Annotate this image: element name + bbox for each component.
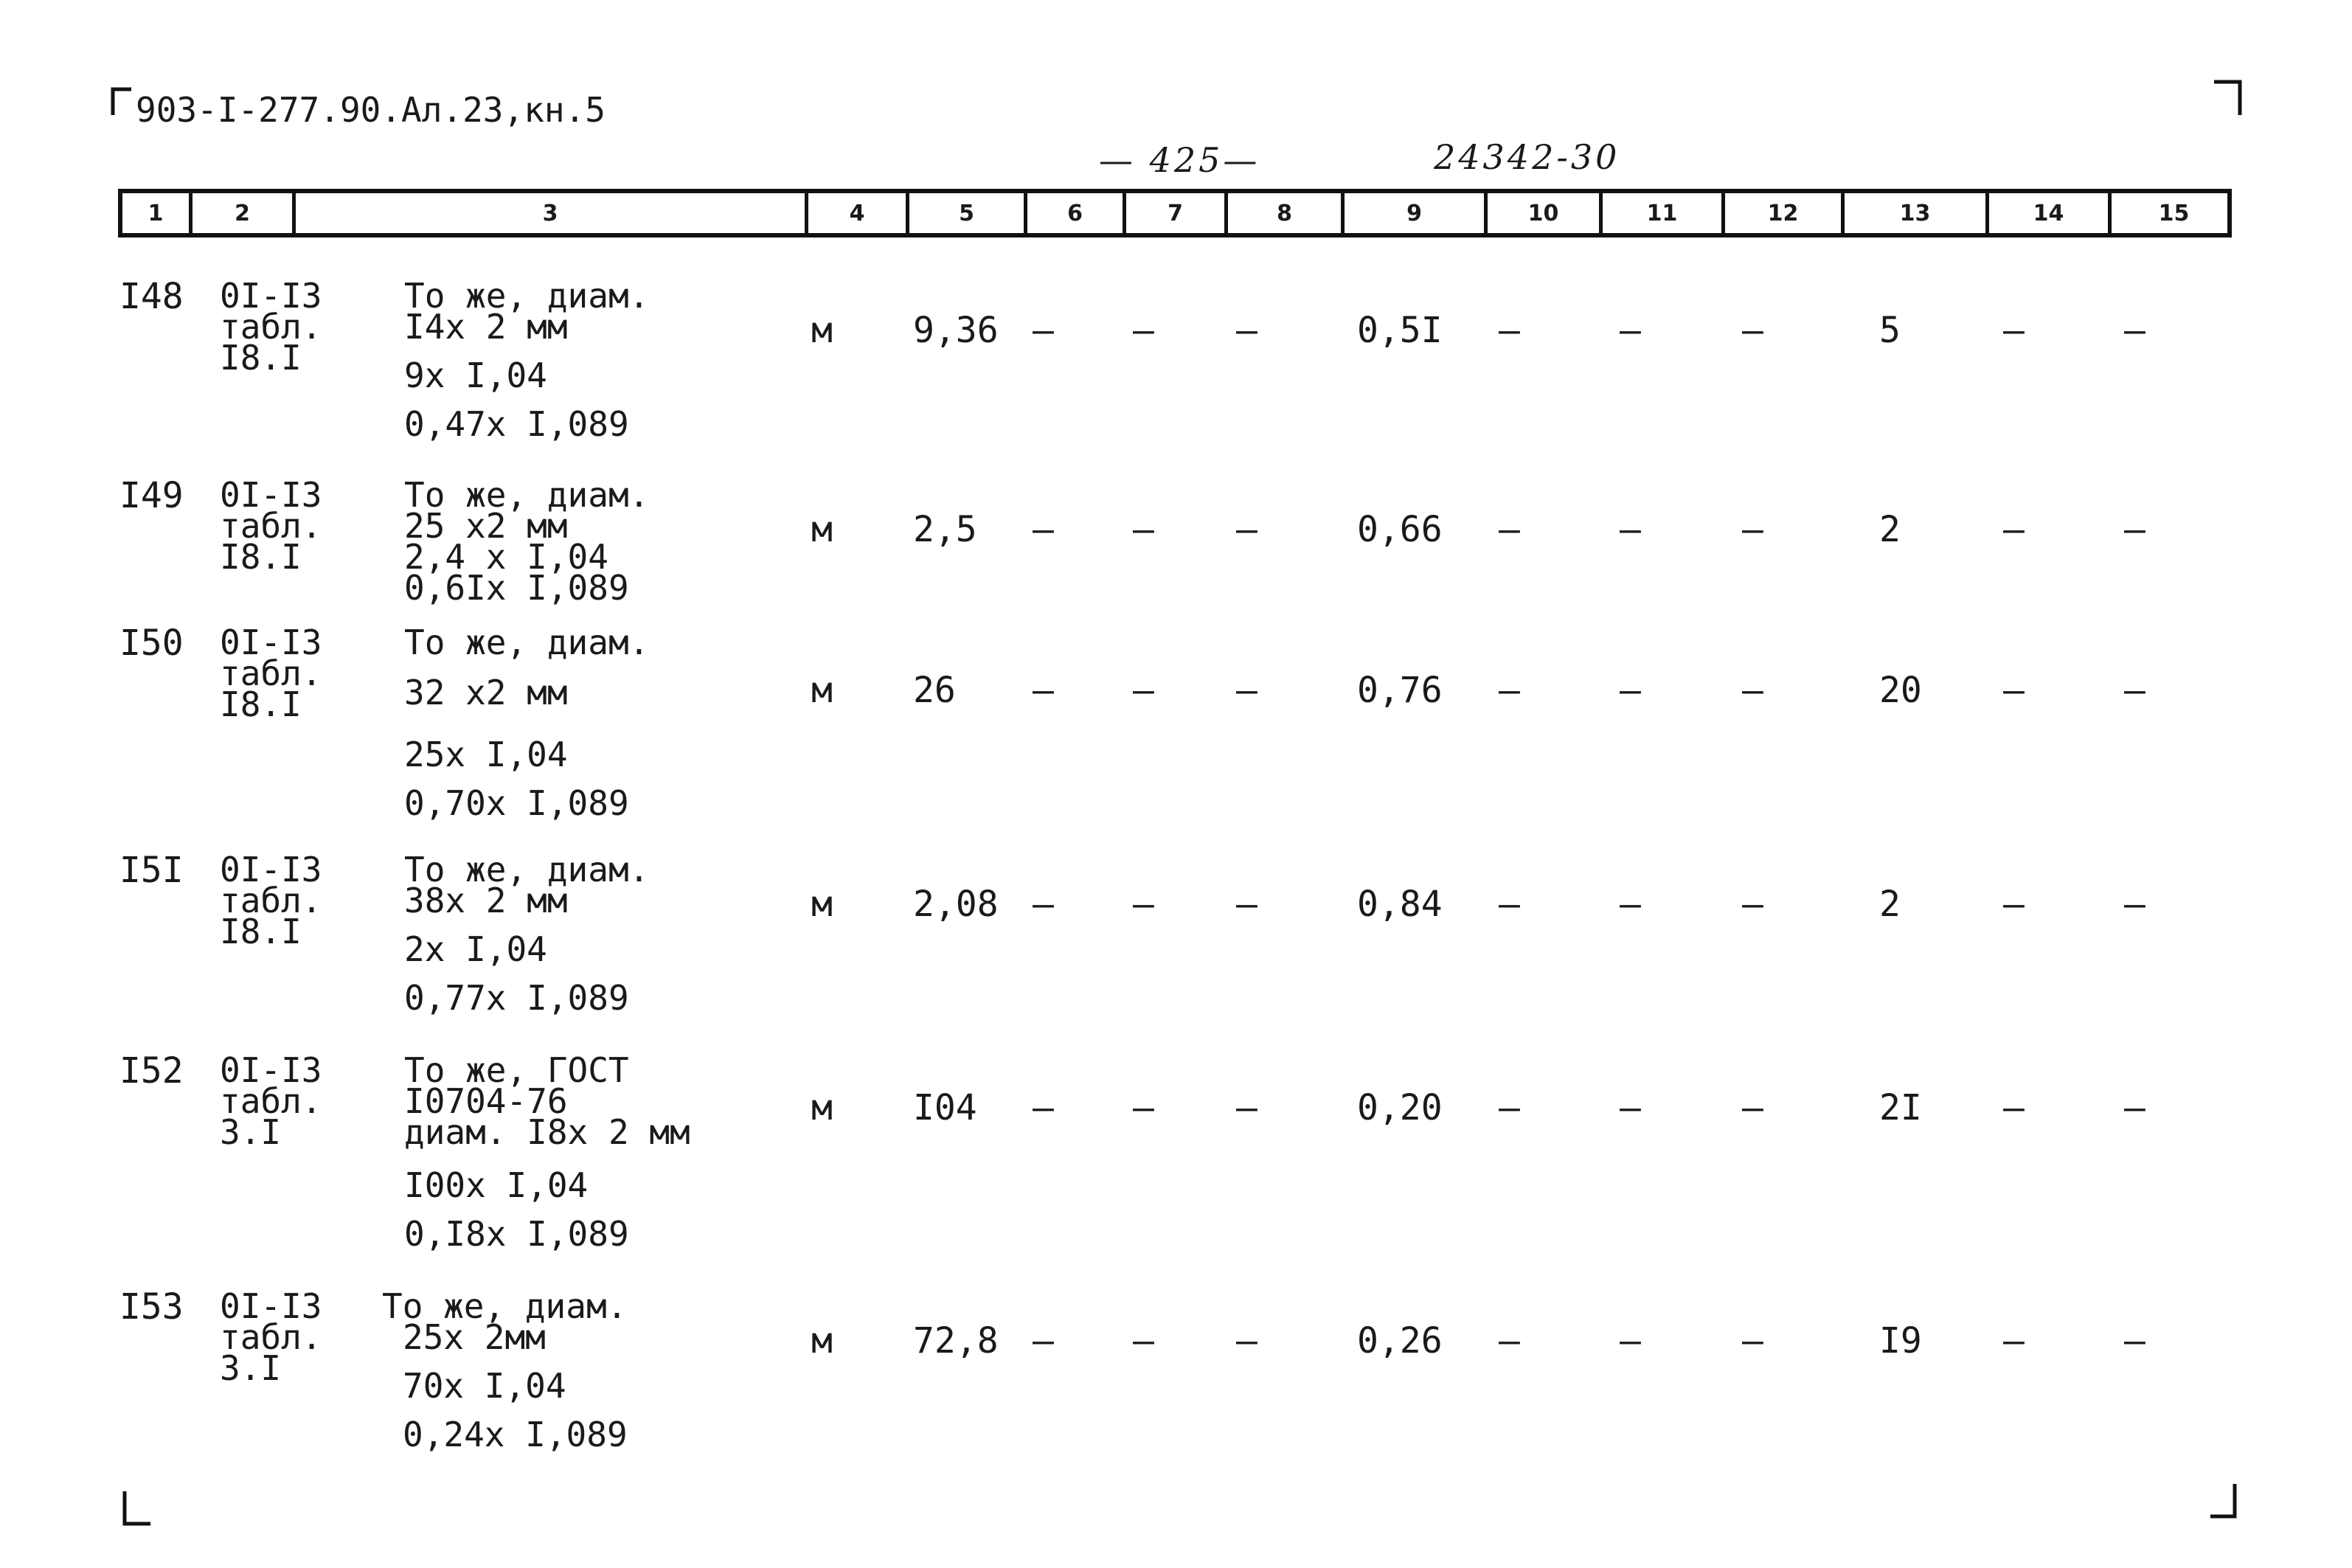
cell-c7: –	[1133, 1320, 1154, 1361]
cell-c8: –	[1236, 1087, 1257, 1128]
cell-c10: –	[1499, 884, 1520, 925]
description-line: I00x I,04	[404, 1165, 589, 1205]
cell-c6: –	[1033, 1320, 1054, 1361]
reference-line: табл.	[220, 307, 322, 347]
description-line: I0704-76	[404, 1081, 568, 1121]
cell-c5: 26	[913, 670, 956, 711]
reference-line: I8.I	[220, 684, 302, 724]
description-line: 70x I,04	[403, 1366, 566, 1406]
cell-c13: 2I	[1879, 1087, 1922, 1128]
cell-c12: –	[1742, 884, 1763, 925]
reference-line: табл.	[220, 1317, 322, 1357]
cell-c7: –	[1133, 1087, 1154, 1128]
description-line: I4x 2 мм	[404, 307, 568, 347]
description-line: То же, диам.	[404, 475, 650, 515]
cell-c9: 0,26	[1357, 1320, 1443, 1361]
cell-c9: 0,5I	[1357, 310, 1443, 351]
row-number: I49	[119, 475, 184, 516]
description-line: 0,77x I,089	[404, 978, 629, 1018]
description-line: диам. I8x 2 мм	[404, 1112, 690, 1152]
cell-c15: –	[2124, 1320, 2145, 1361]
column-header-9: 9	[1341, 193, 1484, 233]
cell-c9: 0,20	[1357, 1087, 1443, 1128]
cell-unit: м	[811, 670, 833, 711]
cell-c11: –	[1620, 670, 1641, 711]
cell-c14: –	[2003, 884, 2025, 925]
description-line: То же, диам.	[404, 276, 650, 316]
reference-line: I8.I	[220, 537, 302, 577]
description-line: То же, диам.	[382, 1286, 628, 1326]
reference-line: 0I-I3	[220, 276, 322, 316]
sheet-number: 24342-30	[1434, 137, 1620, 177]
document-code: 903-I-277.90.Ал.23,кн.5	[136, 90, 606, 130]
description-line: 38x 2 мм	[404, 881, 568, 920]
reference-line: 0I-I3	[220, 475, 322, 515]
cell-c7: –	[1133, 509, 1154, 550]
description-line: 0,70x I,089	[404, 783, 629, 823]
column-header-8: 8	[1224, 193, 1341, 233]
cell-c6: –	[1033, 310, 1054, 351]
row-number: I52	[119, 1050, 184, 1092]
reference-line: табл.	[220, 506, 322, 546]
cell-c7: –	[1133, 884, 1154, 925]
reference-line: табл.	[220, 881, 322, 920]
cell-c13: I9	[1879, 1320, 1922, 1361]
cell-c12: –	[1742, 1087, 1763, 1128]
cell-c14: –	[2003, 1087, 2025, 1128]
row-number: I5I	[119, 850, 184, 891]
description-line: 25x 2мм	[403, 1317, 546, 1357]
corner-mark-top-right	[2213, 80, 2242, 117]
cell-c9: 0,66	[1357, 509, 1443, 550]
reference-line: табл.	[220, 653, 322, 693]
cell-unit: м	[811, 1087, 833, 1128]
reference-line: 0I-I3	[220, 1050, 322, 1090]
cell-c6: –	[1033, 670, 1054, 711]
column-header-row	[118, 189, 2232, 237]
cell-c14: –	[2003, 509, 2025, 550]
column-header-4: 4	[805, 193, 906, 233]
cell-c6: –	[1033, 1087, 1054, 1128]
cell-c5: 2,08	[913, 884, 999, 925]
description-line: 9x I,04	[404, 355, 547, 395]
cell-c5: 72,8	[913, 1320, 999, 1361]
cell-c13: 2	[1879, 509, 1901, 550]
row-number: I50	[119, 622, 184, 664]
cell-c13: 2	[1879, 884, 1901, 925]
cell-c12: –	[1742, 509, 1763, 550]
column-header-3: 3	[292, 193, 805, 233]
description-line: 25x I,04	[404, 735, 568, 774]
cell-unit: м	[811, 884, 833, 925]
cell-c10: –	[1499, 670, 1520, 711]
cell-c6: –	[1033, 884, 1054, 925]
column-header-10: 10	[1484, 193, 1599, 233]
cell-c11: –	[1620, 509, 1641, 550]
reference-line: 3.I	[220, 1112, 282, 1152]
cell-c14: –	[2003, 310, 2025, 351]
column-header-12: 12	[1721, 193, 1841, 233]
cell-c10: –	[1499, 310, 1520, 351]
page-number: — 425—	[1099, 140, 1260, 180]
cell-c11: –	[1620, 1320, 1641, 1361]
description-line: 0,6Ix I,089	[404, 568, 629, 608]
cell-c11: –	[1620, 884, 1641, 925]
reference-line: 3.I	[220, 1348, 282, 1388]
cell-c9: 0,84	[1357, 884, 1443, 925]
column-header-15: 15	[2108, 193, 2236, 233]
cell-c12: –	[1742, 670, 1763, 711]
reference-line: 0I-I3	[220, 1286, 322, 1326]
cell-c8: –	[1236, 884, 1257, 925]
cell-c8: –	[1236, 310, 1257, 351]
cell-c5: 2,5	[913, 509, 977, 550]
column-header-14: 14	[1985, 193, 2108, 233]
description-line: То же, ГОСТ	[404, 1050, 629, 1090]
cell-unit: м	[811, 1320, 833, 1361]
column-header-2: 2	[189, 193, 292, 233]
cell-c14: –	[2003, 670, 2025, 711]
corner-mark-bottom-right	[2208, 1482, 2238, 1519]
column-header-1: 1	[148, 200, 164, 226]
description-line: 0,47x I,089	[404, 404, 629, 444]
description-line: 0,I8x I,089	[404, 1214, 629, 1254]
cell-c15: –	[2124, 310, 2145, 351]
cell-c10: –	[1499, 1320, 1520, 1361]
cell-c5: I04	[913, 1087, 977, 1128]
cell-c13: 20	[1879, 670, 1922, 711]
reference-line: табл.	[220, 1081, 322, 1121]
corner-mark-bottom-left	[122, 1490, 152, 1527]
description-line: 2,4 x I,04	[404, 537, 608, 577]
description-line: 0,24x I,089	[403, 1415, 628, 1454]
cell-c7: –	[1133, 670, 1154, 711]
cell-c8: –	[1236, 670, 1257, 711]
description-line: То же, диам.	[404, 622, 650, 662]
description-line: То же, диам.	[404, 850, 650, 889]
cell-c10: –	[1499, 509, 1520, 550]
corner-mark-top-left	[111, 87, 133, 117]
reference-line: 0I-I3	[220, 850, 322, 889]
cell-c15: –	[2124, 1087, 2145, 1128]
cell-c8: –	[1236, 509, 1257, 550]
cell-c12: –	[1742, 310, 1763, 351]
column-header-13: 13	[1841, 193, 1985, 233]
cell-c12: –	[1742, 1320, 1763, 1361]
reference-line: I8.I	[220, 338, 302, 378]
column-header-6: 6	[1024, 193, 1123, 233]
reference-line: 0I-I3	[220, 622, 322, 662]
cell-c14: –	[2003, 1320, 2025, 1361]
cell-c15: –	[2124, 509, 2145, 550]
cell-c15: –	[2124, 884, 2145, 925]
cell-c11: –	[1620, 310, 1641, 351]
reference-line: I8.I	[220, 912, 302, 951]
cell-unit: м	[811, 509, 833, 550]
row-number: I48	[119, 276, 184, 317]
cell-c8: –	[1236, 1320, 1257, 1361]
cell-c9: 0,76	[1357, 670, 1443, 711]
cell-c11: –	[1620, 1087, 1641, 1128]
column-header-5: 5	[906, 193, 1024, 233]
description-line: 32 x2 мм	[404, 673, 568, 712]
description-line: 25 x2 мм	[404, 506, 568, 546]
row-number: I53	[119, 1286, 184, 1328]
column-header-7: 7	[1123, 193, 1224, 233]
description-line: 2x I,04	[404, 929, 547, 969]
cell-c6: –	[1033, 509, 1054, 550]
column-header-11: 11	[1599, 193, 1721, 233]
cell-c7: –	[1133, 310, 1154, 351]
cell-c13: 5	[1879, 310, 1901, 351]
cell-c10: –	[1499, 1087, 1520, 1128]
cell-unit: м	[811, 310, 833, 351]
cell-c15: –	[2124, 670, 2145, 711]
cell-c5: 9,36	[913, 310, 999, 351]
